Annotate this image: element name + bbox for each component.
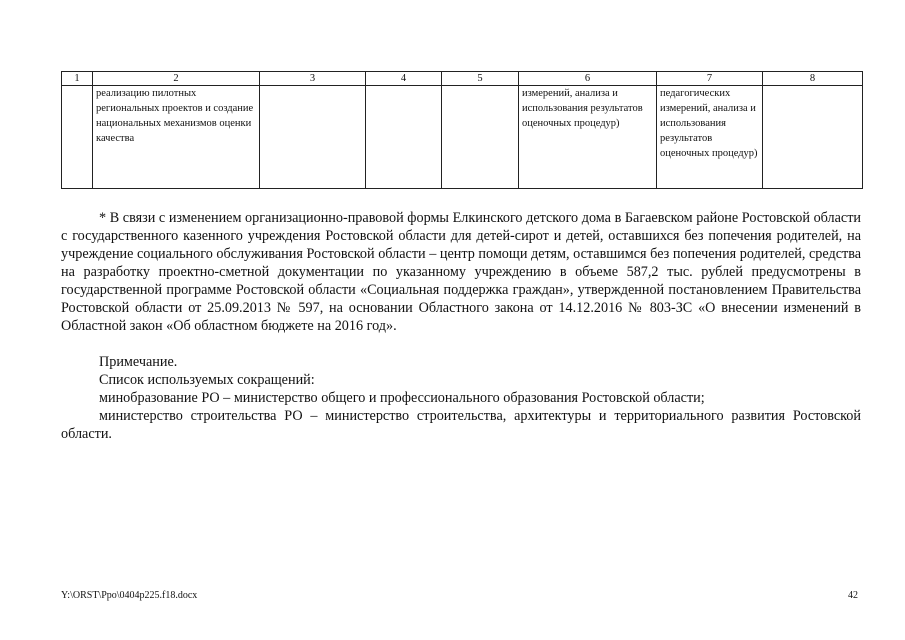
data-table xyxy=(61,71,863,189)
col-header: 5 xyxy=(442,72,519,86)
col-header: 6 xyxy=(519,72,657,86)
document-body xyxy=(61,209,861,443)
abbreviation-item: минобразование РО – министерство общего и профессионального образования Ростовской области; xyxy=(99,390,705,406)
table-header-row xyxy=(62,72,863,86)
abbreviations-title: Список используемых сокращений: xyxy=(99,372,315,388)
col-header: 4 xyxy=(366,72,442,86)
col-header: 8 xyxy=(763,72,863,86)
page-number: 42 xyxy=(848,590,858,601)
table-cell xyxy=(763,86,863,189)
table-cell xyxy=(260,86,366,189)
table-cell xyxy=(62,86,93,189)
col-header: 1 xyxy=(62,72,93,86)
abbreviation-item: министерство строительства РО – министерство строительства, архитектуры и территориального развития Ростовской области. xyxy=(61,408,861,442)
col-header: 3 xyxy=(260,72,366,86)
table-cell: педагогических измерений, анализа и использования результатов оценочных процедур) xyxy=(657,86,763,189)
table-cell xyxy=(366,86,442,189)
footnote-paragraph: * В связи с изменением организационно-правовой формы Елкинского детского дома в Багаевском районе Ростовской области с государственного казенного учреждения Ростовской области для детей-сирот и детей, оставшихся без попечения родителей, на учреждение социального обслуживания Ростовской области – центр помощи детям, оставшимся без попечения родителей, средства на разработку проектно-сметной документации по указанному учреждению в объеме 587,2 тыс. рублей предусмотрены в государственной программе Ростовской области «Социальная поддержка граждан», утвержденной постановлением Правительства Ростовской области от 25.09.2013 № 597, на основании Областного закона от 14.12.2016 № 803-ЗС «О внесении изменений в Областной закон «Об областном бюджете на 2016 год». xyxy=(61,210,861,334)
notes-title: Примечание. xyxy=(99,354,178,370)
table-cell xyxy=(442,86,519,189)
col-header: 7 xyxy=(657,72,763,86)
file-path: Y:\ORST\Ppo\0404p225.f18.docx xyxy=(61,590,198,601)
col-header: 2 xyxy=(93,72,260,86)
table-cell: реализацию пилотных региональных проектов и создание национальных механизмов оценки качества xyxy=(93,86,260,189)
table-cell: измерений, анализа и использования результатов оценочных процедур) xyxy=(519,86,657,189)
table-row xyxy=(62,86,863,189)
